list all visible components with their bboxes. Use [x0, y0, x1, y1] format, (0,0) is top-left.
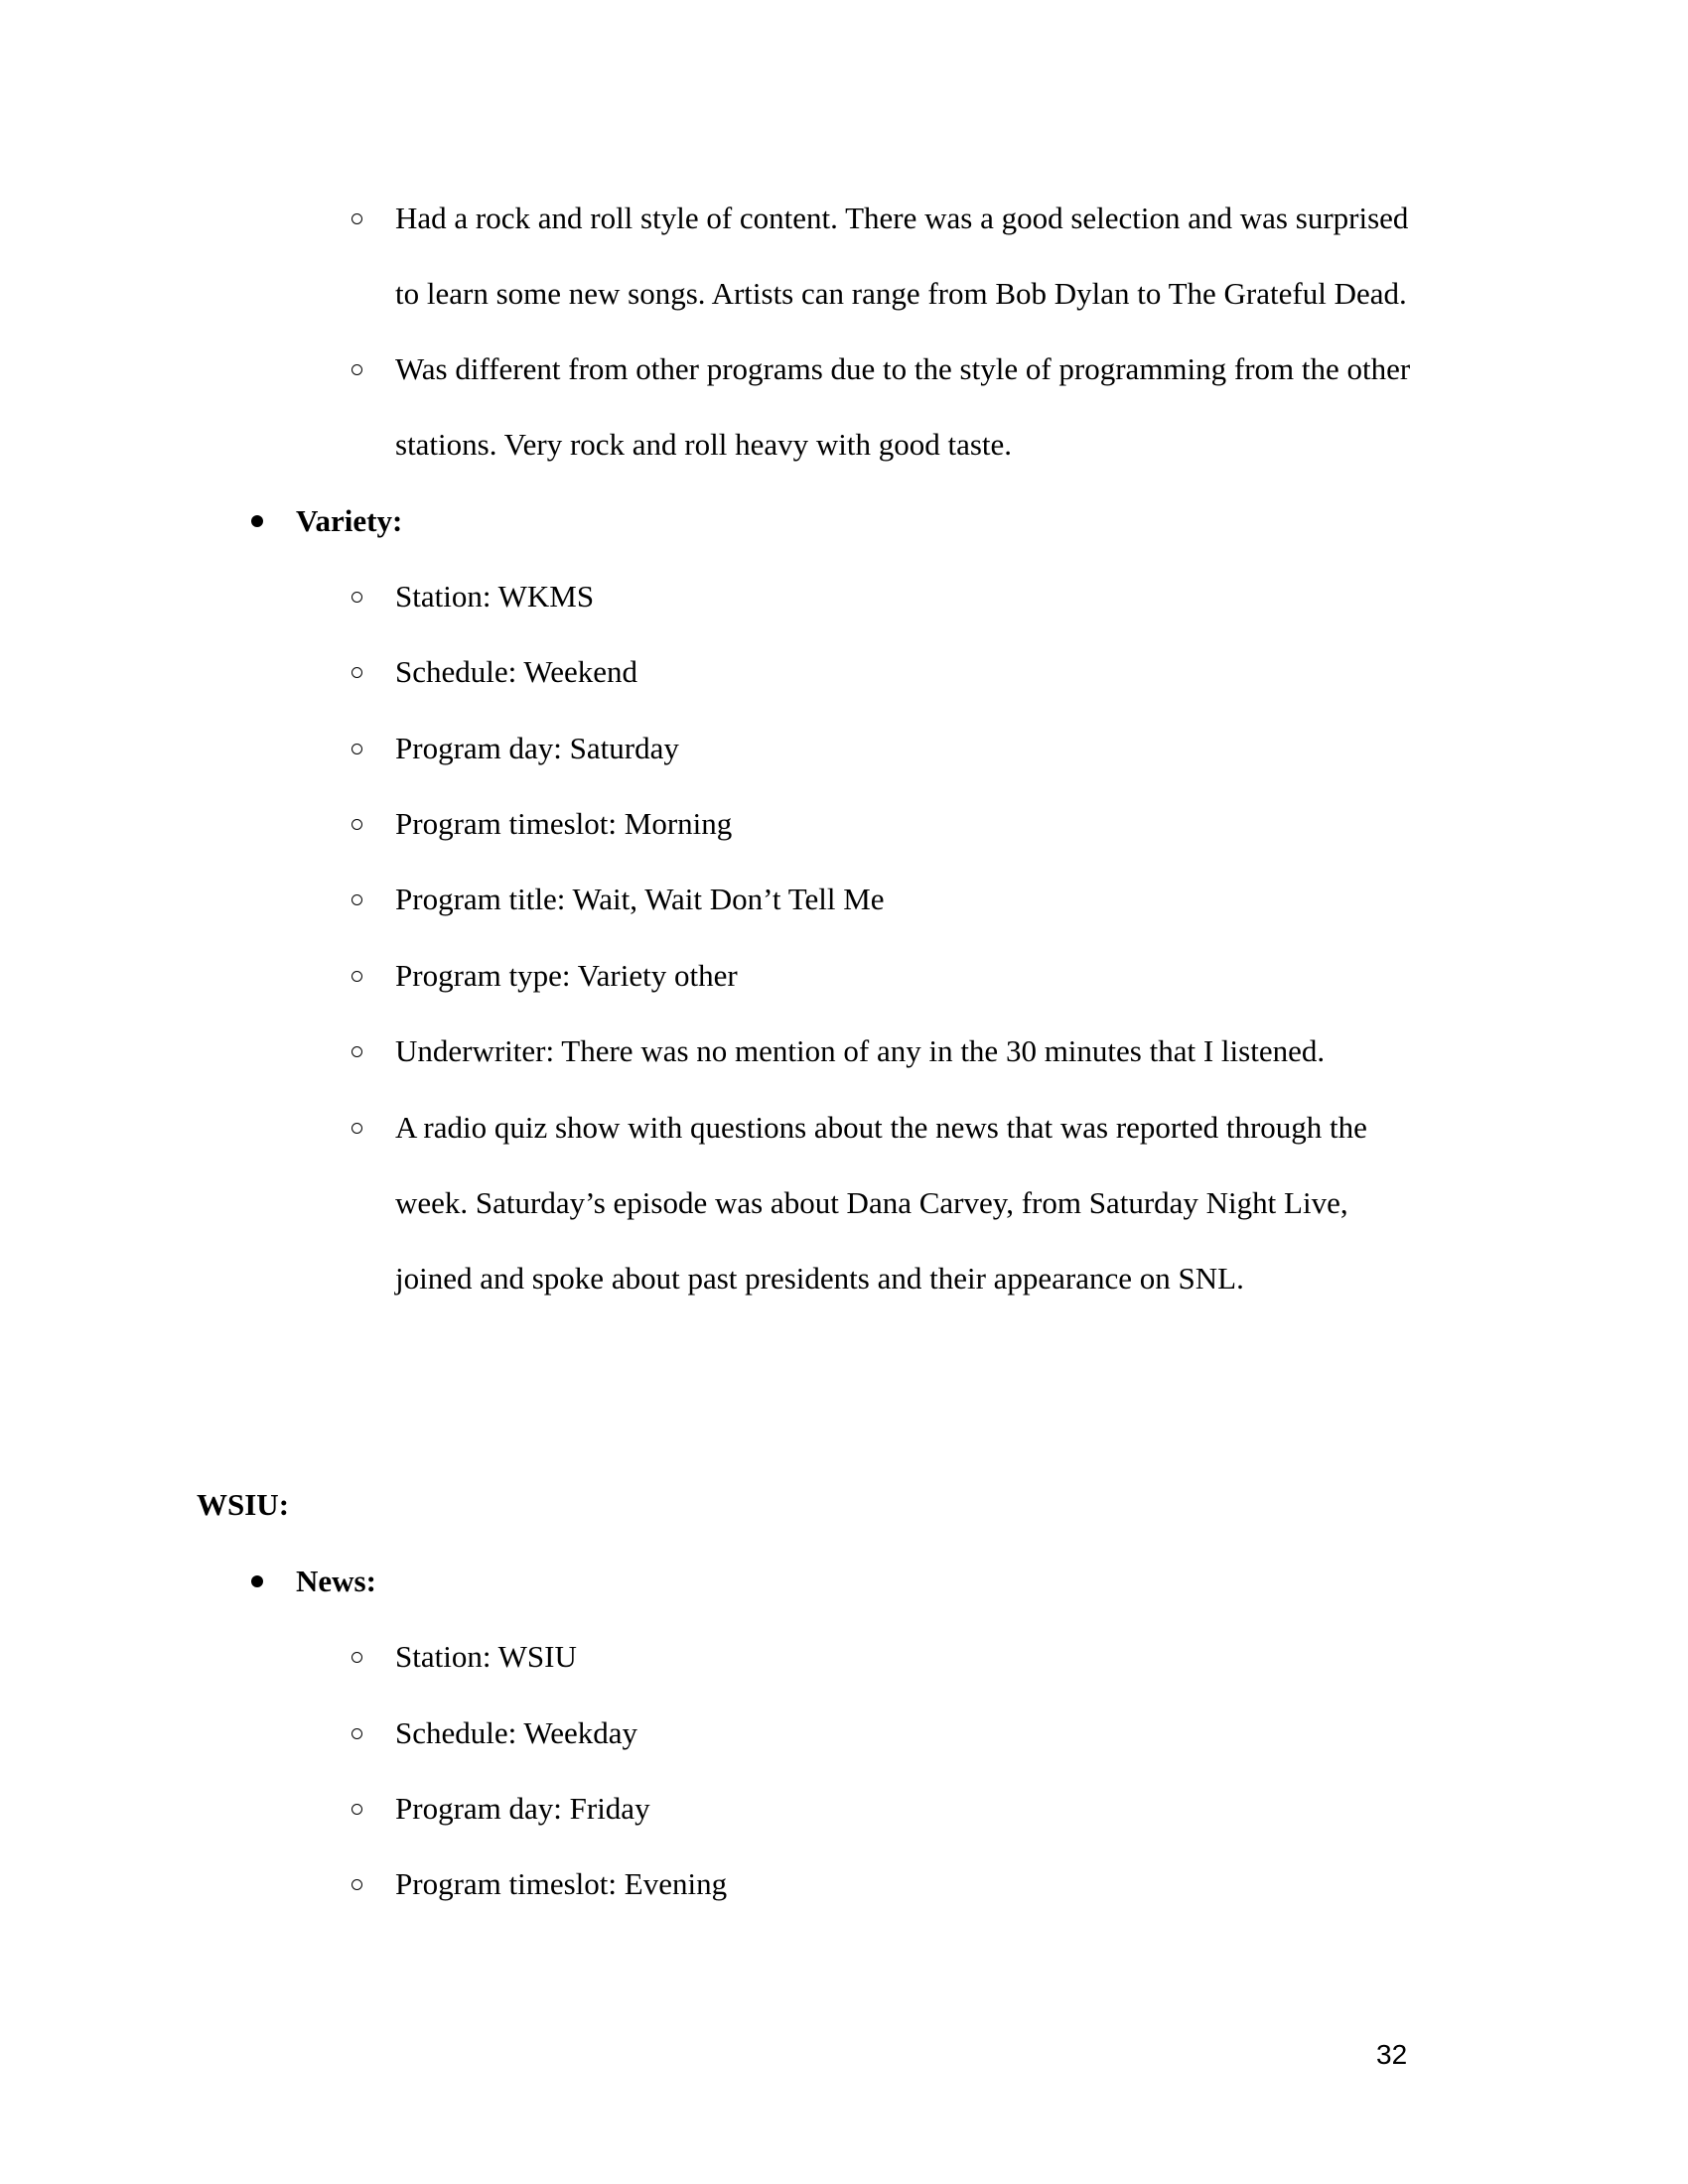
section-title-wsiu: WSIU:: [197, 1487, 290, 1522]
list-item-station: Station: WSIU: [395, 1639, 577, 1674]
hollow-bullet-icon: [346, 199, 367, 238]
list-item-underwriter: Underwriter: There was no mention of any in the 30 minutes that I listened.: [395, 1033, 1326, 1068]
list-item-station: Station: WKMS: [395, 579, 595, 614]
variety-heading: Variety:: [296, 503, 403, 538]
list-item-program-type: Program type: Variety other: [395, 958, 738, 993]
list-item-program-title: Program title: Wait, Wait Don’t Tell Me: [395, 882, 885, 916]
page-number: 32: [1376, 2039, 1408, 2070]
list-item-program-timeslot: Program timeslot: Morning: [395, 806, 733, 841]
hollow-bullet-icon: [346, 577, 367, 616]
list-item-description-line: week. Saturday’s episode was about Dana Carvey, from Saturday Night Live,: [395, 1185, 1348, 1220]
hollow-bullet-icon: [346, 1789, 367, 1829]
hollow-bullet-icon: [346, 349, 367, 389]
list-item-description-line: A radio quiz show with questions about the news that was reported through the: [395, 1110, 1367, 1145]
hollow-bullet-icon: [346, 1637, 367, 1677]
list-item-line: Had a rock and roll style of content. There was a good selection and was surprised: [395, 201, 1409, 235]
filled-bullet-icon: [246, 501, 268, 541]
hollow-bullet-icon: [346, 1108, 367, 1148]
list-item-program-timeslot: Program timeslot: Evening: [395, 1866, 728, 1901]
hollow-bullet-icon: [346, 1713, 367, 1753]
hollow-bullet-icon: [346, 956, 367, 996]
hollow-bullet-icon: [346, 652, 367, 692]
hollow-bullet-icon: [346, 729, 367, 768]
list-item-schedule: Schedule: Weekend: [395, 654, 637, 689]
list-item-line: to learn some new songs. Artists can range from Bob Dylan to The Grateful Dead.: [395, 276, 1407, 311]
news-heading: News:: [296, 1564, 376, 1598]
filled-bullet-icon: [246, 1562, 268, 1601]
list-item-line: stations. Very rock and roll heavy with good taste.: [395, 427, 1013, 462]
list-item-description-line: joined and spoke about past presidents and their appearance on SNL.: [395, 1261, 1244, 1296]
list-item-schedule: Schedule: Weekday: [395, 1715, 637, 1750]
hollow-bullet-icon: [346, 1864, 367, 1904]
hollow-bullet-icon: [346, 880, 367, 919]
hollow-bullet-icon: [346, 1031, 367, 1071]
list-item-program-day: Program day: Friday: [395, 1791, 650, 1826]
list-item-program-day: Program day: Saturday: [395, 731, 679, 765]
hollow-bullet-icon: [346, 804, 367, 844]
list-item-line: Was different from other programs due to the style of programming from the other: [395, 351, 1411, 386]
